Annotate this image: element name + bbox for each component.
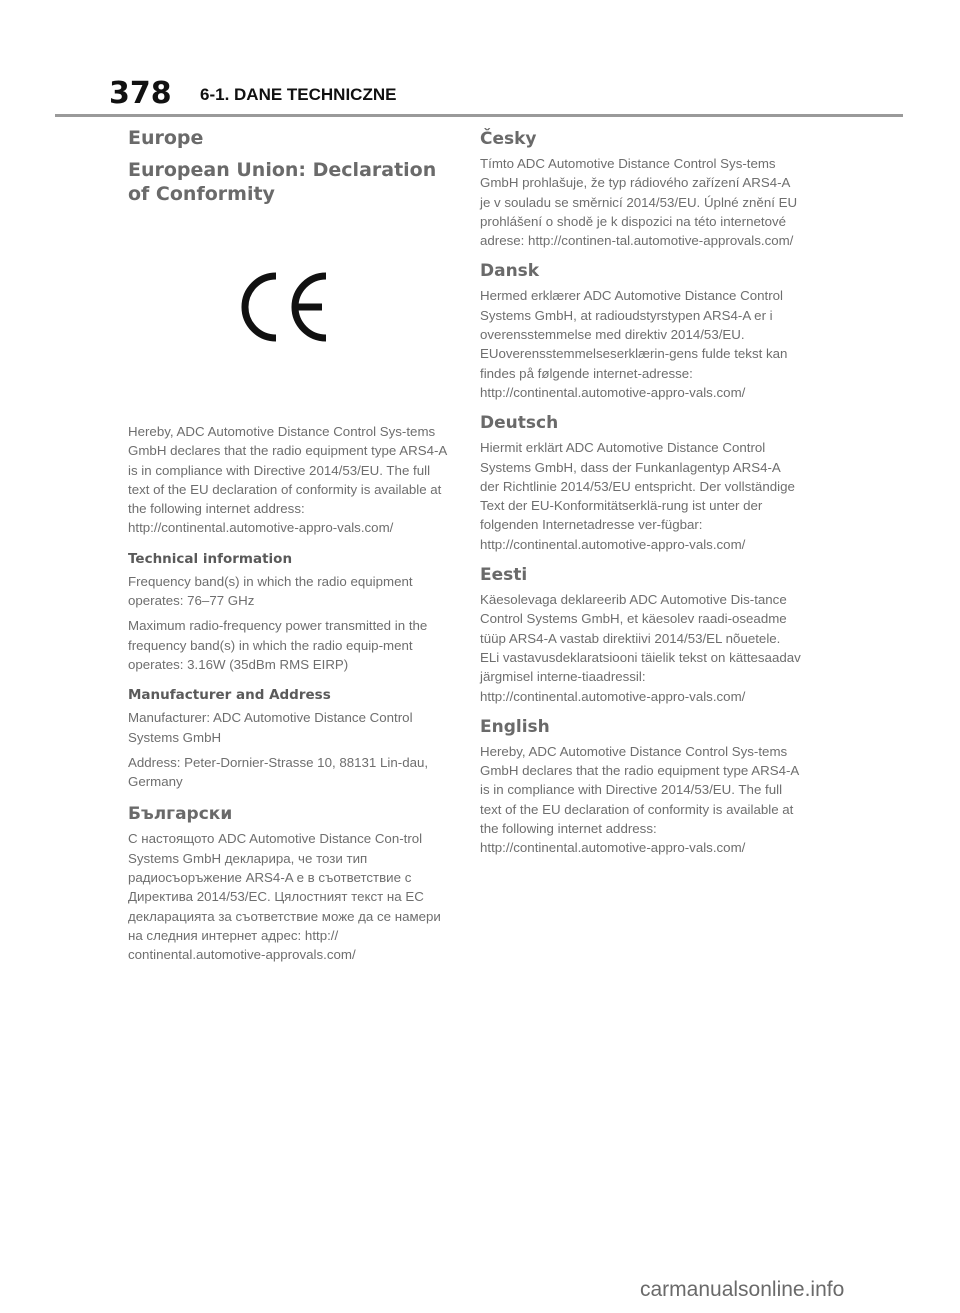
left-column	[128, 120, 450, 971]
section-title: 6-1. DANE TECHNICZNE	[200, 85, 397, 104]
right-column	[480, 120, 802, 868]
ce-mark-icon	[236, 272, 332, 342]
section-cesky	[480, 128, 802, 250]
technical-info-heading: Technical information	[128, 550, 293, 567]
manufacturer-heading: Manufacturer and Address	[128, 687, 331, 704]
section-text: Hereby, ADC Automotive Distance Control Sys-tems GmbH declares that the radio equipment type ARS4-A is in compliance with Directive 2014/53/EU. The full text of the EU declaration of conformity is available at the following internet address: http://continental.automotive-appro-vals.com/	[480, 743, 799, 856]
section-eesti	[480, 564, 802, 706]
section-dansk	[480, 260, 802, 402]
page-number: 378	[109, 76, 172, 111]
section-text: Tímto ADC Automotive Distance Control Sys-tems GmbH prohlašuje, že typ rádiového zařízení ARS4-A je v souladu se směrnicí 2014/53/EU. Úplné znění EU prohlášení o shodě je k dispozici na této internetové adrese: http://continen-tal.automotive-approvals.com/	[480, 156, 798, 249]
section-heading: English	[480, 716, 550, 737]
manufacturer-text: Manufacturer: ADC Automotive Distance Control Systems GmbH	[128, 710, 413, 745]
frequency-band-text: Frequency band(s) in which the radio equipment operates: 76–77 GHz	[128, 573, 413, 609]
section-text: Hiermit erklärt ADC Automotive Distance Control Systems GmbH, dass der Funkanlagentyp ARS4-A der Richtlinie 2014/53/EU entspricht. Der vollständige Text der EU-Konformitätserklä-rung ist unter der folgenden Internetadresse ver-fügbar: http://continental.automotive-appro-vals.com/	[480, 440, 795, 552]
section-heading: Deutsch	[480, 413, 559, 434]
header-divider	[55, 114, 903, 117]
section-text: Hermed erklærer ADC Automotive Distance Control Systems GmbH, at radioudstyrstypen ARS4-A er i overensstemmelse med direktiv 2014/53/EU. EUoverensstemmelseserklærin-gens fulde tekst kan findes på følgende internet-adresse: http://continental.automotive-appro-vals.com/	[480, 288, 788, 400]
address-text: Address: Peter-Dornier-Strasse 10, 88131 Lin-dau, Germany	[128, 754, 429, 790]
section-english	[480, 716, 802, 858]
region-heading-europe: Europe	[128, 127, 204, 149]
ce-mark-container	[128, 220, 450, 410]
section-text: Käesolevaga deklareerib ADC Automotive Dis-tance Control Systems GmbH, et käesolev raadi-oseadme tüüp ARS4-A vastab direktiivi 2014/53/EL nõuetele. ELi vastavusdeklaratsiooni täielik tekst on kättesaadav järgmisel interne-tiaadressil: http://continental.automotive-appro-vals.com/	[480, 592, 801, 704]
site-watermark: carmanualsonline.info	[640, 1278, 845, 1301]
max-power-text: Maximum radio-frequency power transmitted in the frequency band(s) in which the radio equip-ment operates: 3.16W (35dBm RMS EIRP)	[128, 618, 428, 672]
section-heading: Dansk	[480, 261, 540, 282]
bulgarian-heading: Български	[128, 804, 233, 825]
intro-paragraph: Hereby, ADC Automotive Distance Control Sys-tems GmbH declares that the radio equipment type ARS4-A is in compliance with Directive 2014/53/EU. The full text of the EU declaration of conformity is available at the following internet address: http://continental.automotive-appro-vals.com/	[128, 424, 447, 536]
section-heading: Česky	[480, 129, 537, 149]
section-deutsch	[480, 412, 802, 554]
eu-declaration-heading: European Union: Declaration of Conformity	[128, 159, 437, 205]
bulgarian-text: С настоящото ADC Automotive Distance Con-trol Systems GmbH декларира, че този тип радиосъоръжение ARS4-A е в съответствие с Директива 2014/53/ЕС. Цялостният текст на ЕС декларацията за съответствие може да се намери на следния интернет адрес: http:// continental.automotive-approvals.com/	[128, 831, 441, 963]
section-heading: Eesti	[480, 565, 528, 586]
